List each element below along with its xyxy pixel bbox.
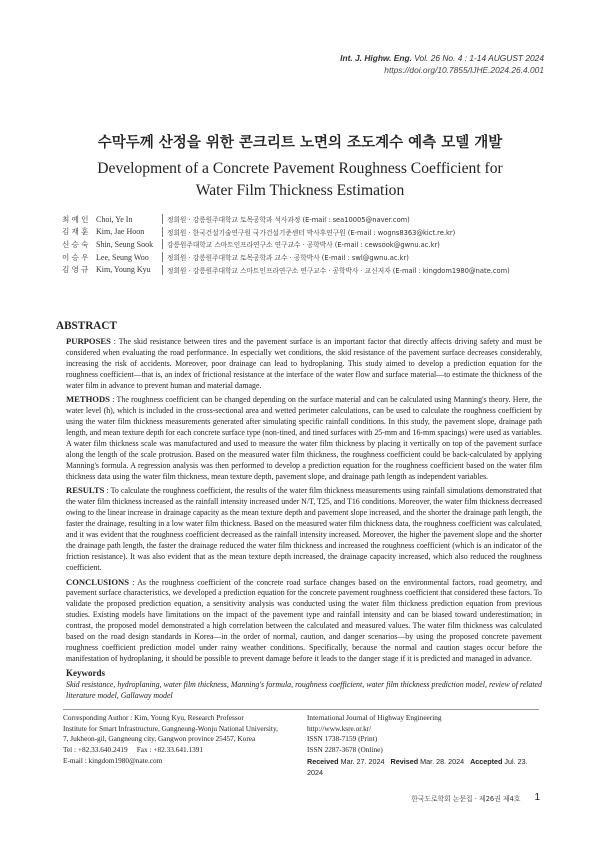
- accepted-label: Accepted: [470, 756, 503, 766]
- methods-text: : The roughness coefficient can be changed depending on the surface material and can be calculated using Manning's theory. Here, the water level (h), which is included in the cross-sectional area and wetted perimeter calculations, can be used to calculate the roughness coefficient by using the water film thickness measurements generated after simulating specific rainfall conditions. In this study, the pavement slope, drainage path length, and mean texture depth for each concrete surface type (non-tined, and tined surfaces with 25-mm and 16-mm spacings) were used as variables. A water film thickness scale was manufactured and used to measure the water film thickness by placing it vertically on top of the pavement surface along the length of the scale protrusion. Based on the measured water film thickness, the roughness coefficient could be back-calculated by applying Manning's formula. A regression analysis was then performed to develop a prediction equation for the roughness coefficient based on the water film thickness data using the water film thickness, mean texture depth, pavement slope, and drainage path length as independent variables.: [66, 395, 542, 481]
- page-number: 1: [534, 792, 540, 803]
- author-affiliation: 정회원 · 강릉원주대학교 토목공학과 교수 · 공학박사 (E-mail : swl@gwnu.ac.kr): [162, 252, 552, 262]
- received-date: Mar. 27. 2024: [340, 756, 385, 766]
- conclusions-label: CONCLUSIONS: [66, 576, 130, 587]
- journal-url[interactable]: http://www.ksre.or.kr/: [307, 723, 372, 733]
- author-row: [62, 226, 552, 239]
- author-name-english: Kim, Young Kyu: [96, 265, 151, 275]
- abstract-body: [66, 336, 542, 705]
- author-affiliation: 정회원 · 강릉원주대학교 스마트인프라연구소 연구교수 · 공학박사 · 교신저자 (E-mail : kingdom1980@nate.com): [162, 265, 552, 275]
- doi-link[interactable]: https://doi.org/10.7855/IJHE.2024.26.4.001: [384, 65, 544, 75]
- author-name-korean: 김재훈: [62, 227, 91, 237]
- keywords-label: Keywords: [66, 668, 105, 679]
- results-label: RESULTS: [66, 485, 105, 496]
- abstract-conclusions: [66, 577, 542, 666]
- title-korean: 수막두께 산정을 위한 콘크리트 노면의 조도계수 예측 모델 개발: [97, 135, 503, 151]
- abstract-results: [66, 485, 542, 574]
- journal-name: International Journal of Highway Engineering: [307, 713, 442, 722]
- author-row: [62, 251, 552, 264]
- keywords-text: Skid resistance, hydroplaning, water film thickness, Manning's formula, roughness coefficient, water film thickness prediction model, review of related literature model, Gallaway model: [66, 680, 542, 701]
- page-footer: [411, 792, 540, 803]
- journal-info-block: [307, 713, 543, 778]
- author-affiliation: 정회원 · 한국건설기술연구원 국가건설기준센터 박사후연구원 (E-mail : wogns8363@kict.re.kr): [162, 227, 552, 237]
- received-label: Received: [307, 756, 339, 766]
- author-affiliation: 정회원 · 강릉원주대학교 토목공학과 석사과정 (E-mail : sea10005@naver.com): [162, 214, 552, 224]
- author-list: [62, 213, 552, 276]
- revised-date: Mar. 28. 2024: [420, 756, 465, 766]
- author-name-english: Lee, Seung Woo: [96, 252, 149, 262]
- corr-line: Tel : +82.33.640.2419 Fax : +82.33.641.1391: [63, 745, 204, 755]
- author-affiliation: 강릉원주대학교 스마트인프라연구소 연구교수 · 공학박사 (E-mail : cewsook@gwnu.ac.kr): [162, 239, 552, 249]
- corresponding-author-block: [63, 713, 299, 767]
- methods-label: METHODS: [66, 394, 110, 405]
- journal-header: [340, 52, 544, 76]
- footer-divider: [63, 709, 539, 710]
- corr-line: 7, Jukheon-gil, Gangneung city, Gangwon province 25457, Korea: [63, 734, 256, 744]
- author-name-english: Kim, Jae Hoon: [96, 227, 145, 237]
- revised-label: Revised: [390, 756, 419, 766]
- volume-info: Vol. 26 No. 4 : 1-14 AUGUST 2024: [414, 53, 544, 63]
- corr-line: Institute for Smart Infrastructure, Gangneung-Wonju National University,: [63, 723, 278, 733]
- author-row: [62, 213, 552, 226]
- author-name-korean: 최예인: [62, 214, 91, 224]
- author-row: [62, 263, 552, 276]
- abstract-methods: [66, 394, 542, 483]
- author-name-english: Shin, Seung Sook: [96, 239, 154, 249]
- issn-online: ISSN 2287-3678 (Online): [307, 745, 383, 755]
- keywords-block: [66, 668, 542, 702]
- author-name-korean: 이승우: [62, 252, 91, 262]
- corr-email: E-mail : kingdom1980@nate.com: [63, 755, 163, 765]
- submission-dates: [307, 757, 543, 778]
- abstract-heading: ABSTRACT: [56, 320, 117, 332]
- title-english-line2: Water Film Thickness Estimation: [195, 182, 405, 199]
- author-row: [62, 238, 552, 251]
- author-name-english: Choi, Ye In: [96, 214, 133, 224]
- purposes-text: : The skid resistance between tires and the pavement surface is an important factor that directly affects driving safety and must be considered when evaluating the road performance. In especially wet conditions, the skid resistance of the pavement surface decreases considerably, increasing the risk of accidents. Moreover, poor drainage can lead to hydroplaning. This study aimed to develop a prediction equation for the roughness coefficient—that is, an index of frictional resistance at the interface of the water flow and surface material—to estimate the thickness of the water film in advance to prevent human and material damage.: [66, 337, 542, 390]
- accepted-date: Jul. 23. 2024: [307, 756, 528, 777]
- journal-abbr: Int. J. Highw. Eng.: [340, 53, 412, 63]
- journal-citation: [340, 52, 544, 64]
- results-text: : To calculate the roughness coefficient, the results of the water film thickness measurements using rainfall simulations demonstrated that the water film thickness increased as the rainfall intensity increased under N/T, T25, and T16 conditions. Moreover, the water film thickness decreased owing to the linear increase in drainage capacity as the mean texture depth and pavement slope increased, and the shorter the drainage path length, the faster the drainage, resulting in a low water film thickness. Based on the measured water film thickness data, the roughness coefficient was calculated, and it was evident that the roughness coefficient decreased as the rainfall intensity increased. Moreover, the higher the pavement slope and the shorter the drainage path length, the faster the drainage reduced the water film thickness and increased the roughness coefficient (which is an indicator of the friction resistance). It was also evident that as the mean texture depth increased, the drainage capacity increased, which also reduced the roughness coefficient.: [66, 486, 542, 573]
- corr-line: Corresponding Author : Kim, Young Kyu, Research Professor: [63, 713, 244, 722]
- abstract-purposes: [66, 336, 542, 392]
- author-name-korean: 김영규: [62, 265, 91, 275]
- author-name-korean: 신승숙: [62, 239, 91, 249]
- title-english-line1: Development of a Concrete Pavement Roughness Coefficient for: [97, 160, 503, 177]
- conclusions-text: : As the roughness coefficient of the concrete road surface changes based on the environmental factors, road geometry, and pavement surface characteristics, we developed a prediction equation for the concrete pavement roughness coefficient that considered these factors. To validate the proposed prediction equation, a sensitivity analysis was conducted using the water film thickness prediction equation from previous studies. Existing models have limitations on the impact of the pavement type and rainfall intensity and can be biased toward underestimation; in contrast, the proposed model demonstrated a high correlation between the calculated and measured values. The water film thickness was calculated based on the road design standards in Korea—in the order of normal, caution, and danger scenarios—by using the proposed concrete pavement roughness coefficient prediction model under rainy weather conditions. Specifically, because the normal and caution stages occur before the manifestation of hydroplaning, it should be possible to prevent damage before it leads to the danger stage if it is predicted and managed in advance.: [66, 577, 542, 664]
- journal-name-korean: 한국도로학회 논문집 · 제26권 제4호: [411, 794, 521, 803]
- purposes-label: PURPOSES: [66, 336, 111, 346]
- title-english: [0, 158, 600, 202]
- issn-print: ISSN 1738-7159 (Print): [307, 734, 378, 744]
